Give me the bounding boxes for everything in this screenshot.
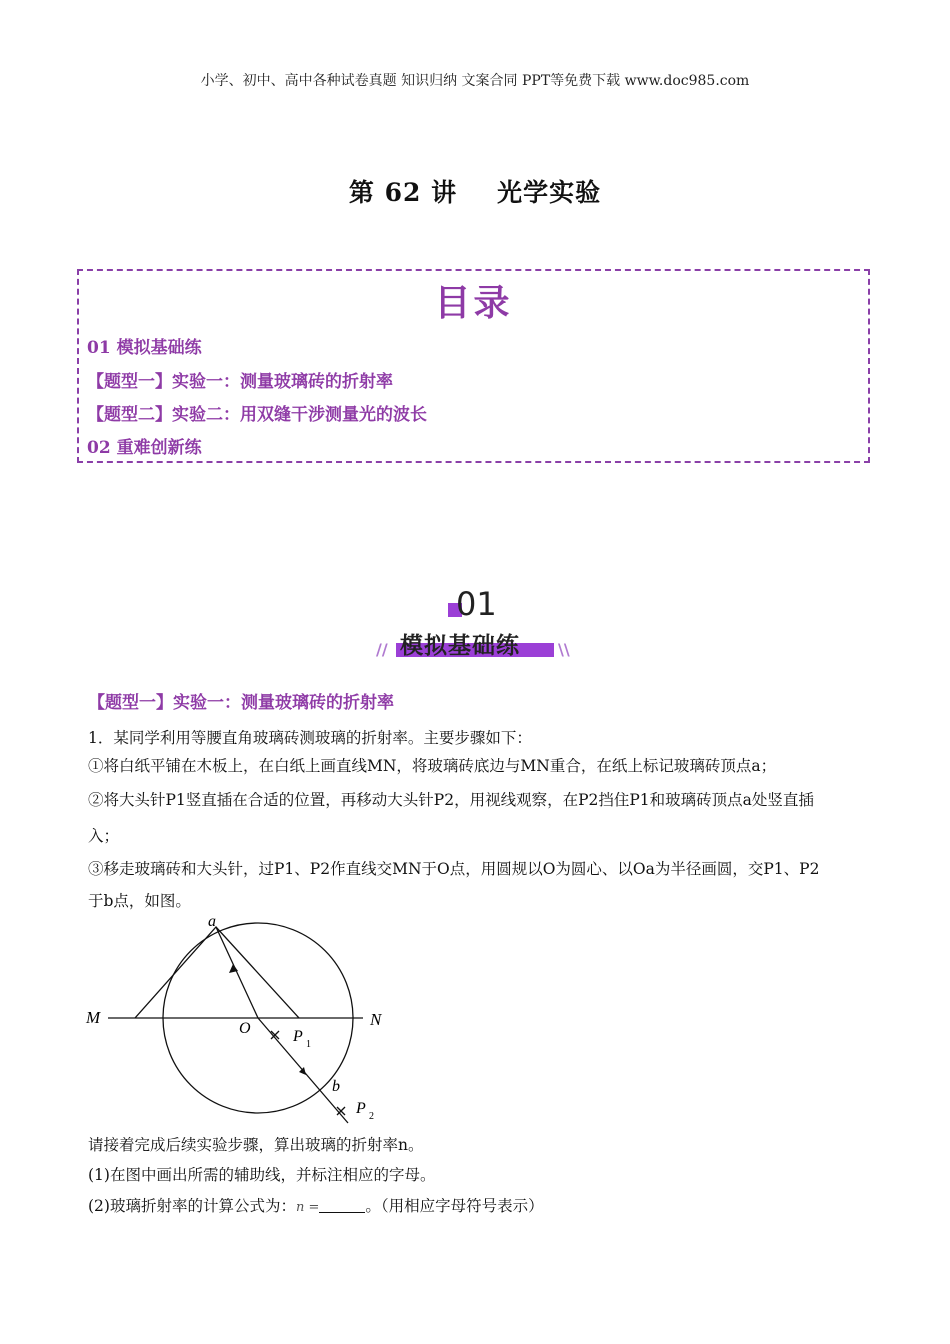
follow-up-instruction: 请接着完成后续实验步骤，算出玻璃的折射率n。 [88, 1136, 424, 1154]
table-of-contents [77, 269, 870, 463]
problem-step-3: ③移走玻璃砖和大头针，过P1、P2作直线交MN于O点，用圆规以O为圆心、以Oa为半径画圆，交P1、P2 [88, 860, 820, 878]
problem-step-1: ①将白纸平铺在木板上，在白纸上画直线MN，将玻璃砖底边与MN重合，在纸上标记玻璃砖顶点a； [88, 757, 777, 775]
toc-item[interactable]: 【题型一】实验一：测量玻璃砖的折射率 [87, 372, 393, 392]
label-p1: P [293, 1028, 303, 1045]
toc-item[interactable]: 02 重难创新练 [87, 438, 202, 458]
label-o: O [239, 1020, 251, 1037]
label-p1-sub: 1 [306, 1039, 311, 1050]
label-a: a [208, 915, 216, 930]
question-1: (1)在图中画出所需的辅助线，并标注相应的字母。 [88, 1166, 436, 1184]
formula-variable: n = [295, 1200, 320, 1215]
label-p2: P [356, 1100, 366, 1117]
lecture-number: 第 62 讲 [348, 178, 458, 207]
problem-step-2: ②将大头针P1竖直插在合适的位置，再移动大头针P2，用视线观察，在P2挡住P1和玻璃砖顶点a处竖直插 [88, 791, 814, 809]
lecture-topic: 光学实验 [497, 178, 602, 207]
problem-step-2-cont: 入； [88, 827, 120, 845]
section-number: 01 [456, 585, 497, 623]
label-m: M [86, 1008, 101, 1027]
glass-brick-outline [135, 927, 299, 1018]
backslash-decoration-icon: \\ [558, 640, 570, 659]
refraction-diagram [80, 915, 400, 1134]
question-2-prefix: (2)玻璃折射率的计算公式为： [88, 1197, 296, 1215]
toc-heading: 目录 [434, 282, 513, 324]
section-label: 模拟基础练 [400, 633, 520, 659]
ray-a-to-o [216, 927, 258, 1018]
label-p2-sub: 2 [369, 1111, 374, 1122]
diagram-svg [80, 915, 400, 1130]
section-badge [360, 585, 590, 665]
arrow-2-icon [299, 1067, 306, 1075]
label-b: b [332, 1078, 340, 1095]
question-2-suffix: 。（用相应字母符号表示） [365, 1197, 544, 1215]
problem-intro: 1．某同学利用等腰直角玻璃砖测玻璃的折射率。主要步骤如下： [88, 729, 532, 747]
toc-item[interactable]: 01 模拟基础练 [87, 338, 202, 358]
answer-blank[interactable] [319, 1198, 365, 1213]
site-header: 小学、初中、高中各种试卷真题 知识归纳 文案合同 PPT等免费下载 www.doc985.com [200, 73, 750, 89]
toc-item[interactable]: 【题型二】实验二：用双缝干涉测量光的波长 [87, 405, 427, 425]
label-n: N [370, 1010, 382, 1029]
problem-step-3-cont: 于b点，如图。 [88, 892, 191, 910]
page-title [0, 173, 950, 209]
question-type-title: 【题型一】实验一：测量玻璃砖的折射率 [88, 693, 394, 713]
slash-decoration-icon: // [376, 640, 388, 659]
question-2 [88, 1196, 868, 1218]
